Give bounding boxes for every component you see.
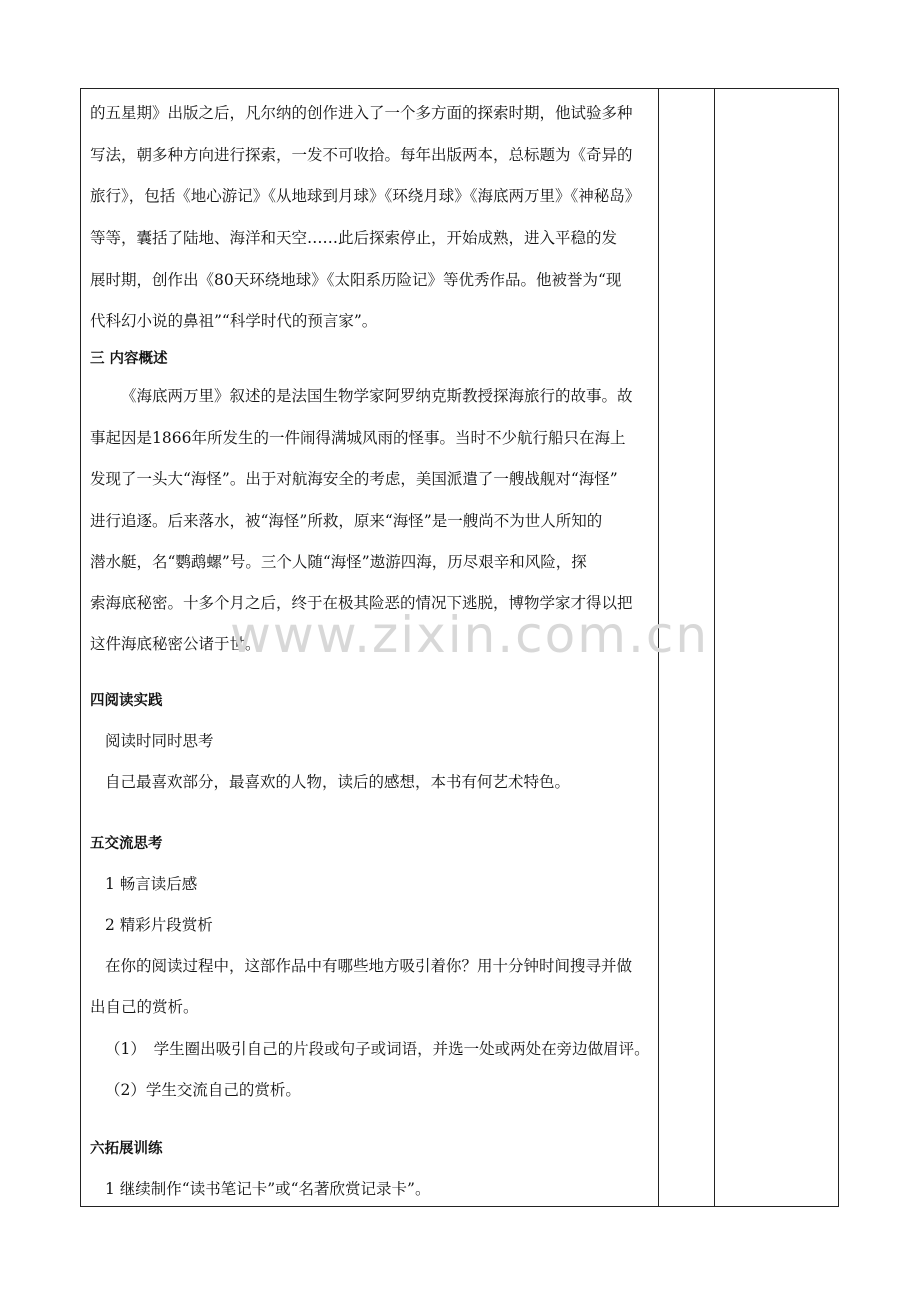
text-line: 展时期，创作出《80天环绕地球》《太阳系历险记》等优秀作品。他被誉为“现 (90, 271, 622, 289)
section-heading: 六拓展训练 (90, 1141, 163, 1157)
section-heading: 三 内容概述 (90, 351, 168, 367)
text-line: 旅行》，包括《地心游记》《从地球到月球》《环绕月球》《海底两万里》《神秘岛》 (90, 187, 641, 205)
text-line: 索海底秘密。十多个月之后，终于在极其险恶的情况下逃脱，博物学家才得以把 (90, 594, 633, 612)
text-line: 等等，囊括了陆地、海洋和天空……此后探索停止，开始成熟，进入平稳的发 (90, 229, 618, 247)
text-line: 代科幻小说的鼻祖”“科学时代的预言家”。 (90, 312, 378, 330)
text-line: 潜水艇，名“鹦鹉螺”号。三个人随“海怪”遨游四海，历尽艰辛和风险，探 (90, 553, 587, 571)
text-line: 发现了一头大“海怪”。出于对航海安全的考虑，美国派遣了一艘战舰对“海怪” (90, 470, 618, 488)
watermark: www.zixin.com.cn (230, 606, 710, 664)
text-line: 《海底两万里》叙述的是法国生物学家阿罗纳克斯教授探海旅行的故事。故 (121, 387, 633, 405)
text-line: 写法，朝多种方向进行探索，一发不可收拾。每年出版两本，总标题为《奇异的 (90, 146, 633, 164)
section-heading: 五交流思考 (90, 836, 163, 852)
text-line: 这件海底秘密公诸于世。 (90, 635, 261, 653)
text-line: 进行追逐。后来落水，被“海怪”所救，原来“海怪”是一艘尚不为世人所知的 (90, 512, 603, 530)
section-heading: 四阅读实践 (90, 693, 163, 709)
text-line: 1 继续制作“读书笔记卡”或“名著欣赏记录卡”。 (105, 1180, 431, 1198)
text-line: 事起因是1866年所发生的一件闹得满城风雨的怪事。当时不少航行船只在海上 (90, 429, 626, 447)
text-line: 阅读时同时思考 (105, 732, 214, 750)
lesson-table (80, 88, 839, 1207)
text-line: 的五星期》出版之后，凡尔纳的创作进入了一个多方面的探索时期，他试验多种 (90, 104, 633, 122)
text-line: 1 畅言读后感 (105, 875, 198, 893)
text-line: （2）学生交流自己的赏析。 (105, 1081, 301, 1099)
table-column-notes (658, 89, 715, 1206)
text-line: 出自己的赏析。 (90, 998, 199, 1016)
text-line: 自己最喜欢部分，最喜欢的人物，读后的感想，本书有何艺术特色。 (105, 773, 571, 791)
text-line: 2 精彩片段赏析 (105, 916, 213, 934)
text-line: （1） 学生圈出吸引自己的片段或句子或词语，并选一处或两处在旁边做眉评。 (105, 1040, 650, 1058)
text-line: 在你的阅读过程中，这部作品中有哪些地方吸引着你？用十分钟时间搜寻并做 (105, 957, 633, 975)
